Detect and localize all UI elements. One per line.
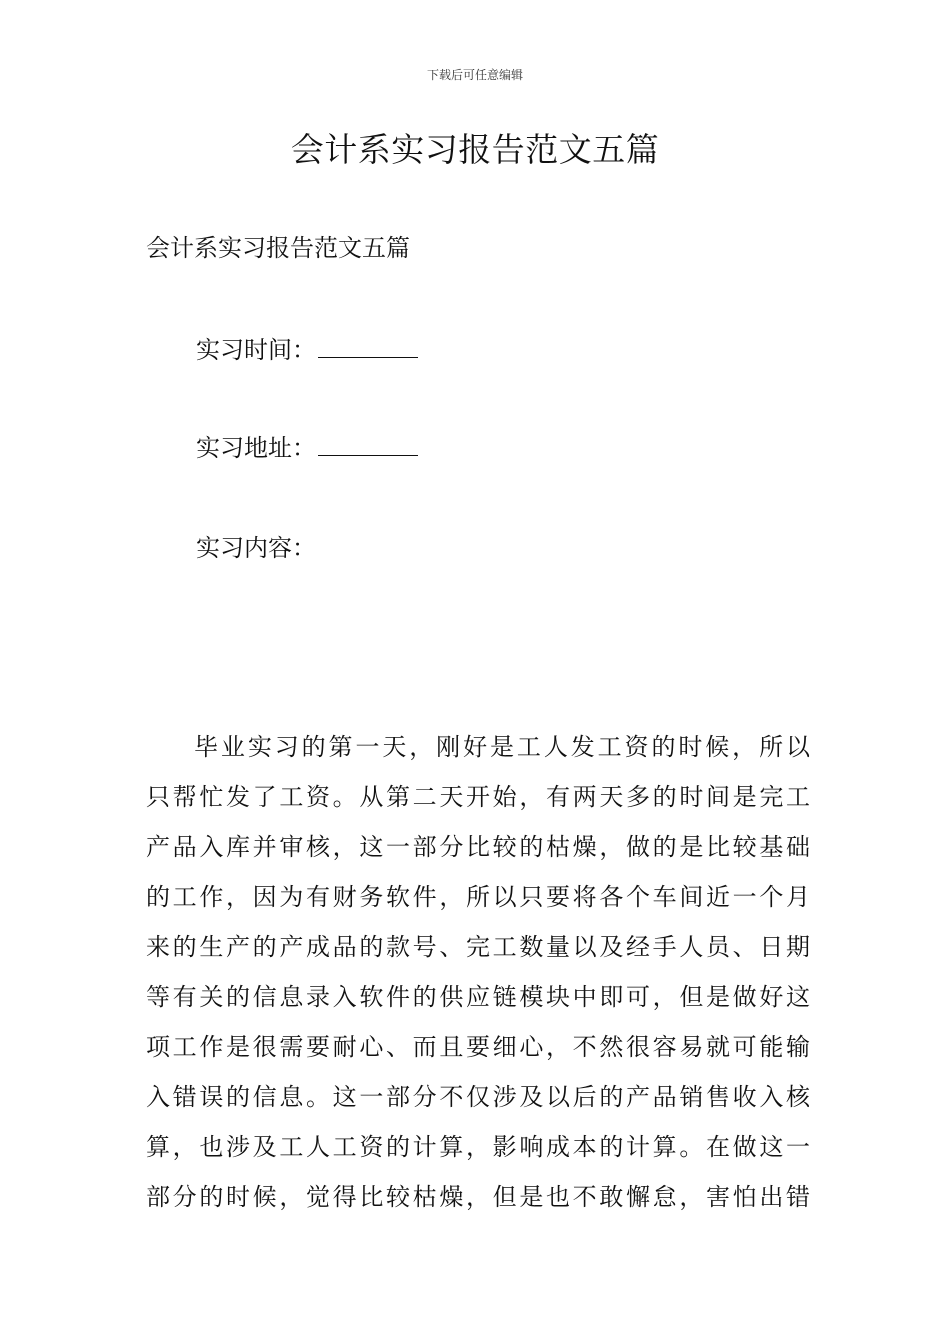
internship-time-blank <box>318 333 418 358</box>
document-title: 会计系实习报告范文五篇 <box>290 130 660 169</box>
body-line: 毕业实习的第一天，刚好是工人发工资的时候，所以 <box>194 733 810 761</box>
body-line: 只帮忙发了工资。从第二天开始，有两天多的时间是完工 <box>146 783 810 811</box>
internship-time-label: 实习时间： <box>196 336 316 364</box>
internship-address-label: 实习地址： <box>196 434 316 462</box>
header-note: 下载后可任意编辑 <box>426 68 523 82</box>
body-line: 的工作，因为有财务软件，所以只要将各个车间近一个月 <box>146 883 810 911</box>
body-line: 部分的时候，觉得比较枯燥，但是也不敢懈怠，害怕出错 <box>146 1183 810 1211</box>
body-line: 等有关的信息录入软件的供应链模块中即可，但是做好这 <box>146 983 810 1011</box>
document-subtitle: 会计系实习报告范文五篇 <box>146 234 410 262</box>
internship-address-field <box>196 430 418 466</box>
internship-address-blank <box>318 431 418 456</box>
body-line: 项工作是很需要耐心、而且要细心，不然很容易就可能输 <box>146 1033 810 1061</box>
internship-content-label: 实习内容： <box>196 534 316 562</box>
body-paragraph <box>146 727 810 1227</box>
internship-content-field <box>196 530 316 566</box>
body-line: 产品入库并审核，这一部分比较的枯燥，做的是比较基础 <box>146 833 810 861</box>
internship-time-field <box>196 332 418 368</box>
body-line: 算，也涉及工人工资的计算，影响成本的计算。在做这一 <box>146 1133 810 1161</box>
body-line: 来的生产的产成品的款号、完工数量以及经手人员、日期 <box>146 933 810 961</box>
body-line: 入错误的信息。这一部分不仅涉及以后的产品销售收入核 <box>146 1083 810 1111</box>
